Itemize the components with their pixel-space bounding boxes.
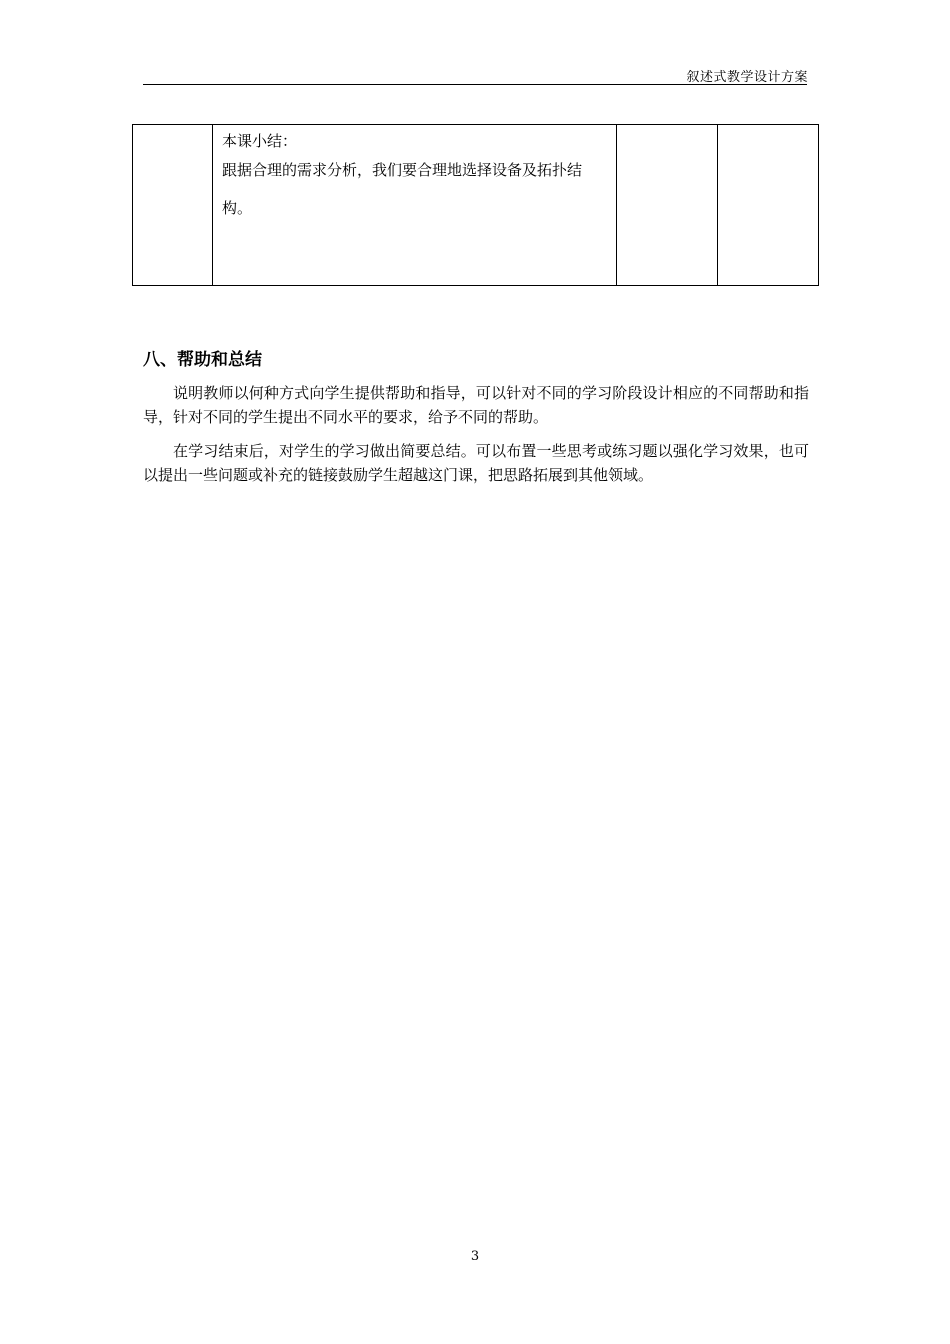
paragraph-1: 说明教师以何种方式向学生提供帮助和指导，可以针对不同的学习阶段设计相应的不同帮助和指导，针对不同的学生提出不同水平的要求，给予不同的帮助。 [143, 384, 809, 426]
summary-title: 本课小结： [222, 132, 298, 150]
paragraph-2: 在学习结束后，对学生的学习做出简要总结。可以布置一些思考或练习题以强化学习效果，也可以提出一些问题或补充的链接鼓励学生超越这门课，把思路拓展到其他领域。 [143, 442, 809, 484]
header-rule [143, 84, 807, 85]
page-number: 3 [470, 1249, 480, 1264]
table-cell-empty-1 [133, 125, 213, 286]
running-header: 叙述式教学设计方案 [686, 70, 808, 85]
table-cell-summary [213, 125, 617, 286]
table-cell-empty-2 [617, 125, 718, 286]
table-row [133, 125, 819, 286]
summary-body: 跟据合理的需求分析，我们要合理地选择设备及拓扑结构。 [222, 161, 583, 217]
table-cell-empty-3 [718, 125, 819, 286]
section-heading: 八、帮助和总结 [143, 350, 262, 370]
lesson-table [132, 124, 819, 286]
